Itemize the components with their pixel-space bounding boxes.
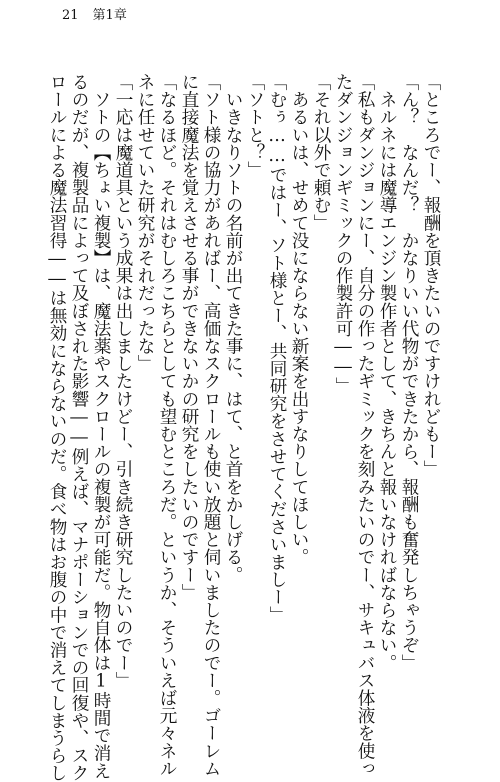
text-line: たダンジョンギミックの作製許可――」 (333, 73, 353, 395)
text-line: 「一応は魔道具という成果は出しましたけどー、引き続き研究したいのでー」 (113, 73, 133, 689)
text-line: ロールによる魔法習得――は無効にならないのだ。食べ物はお腹の中で消えてしまうらし (47, 73, 67, 782)
text-line: ネに任せていた研究がそれだったな」 (135, 73, 155, 373)
text-line: 「なるほど。それはむしろこちらとしても望むところだ。というか、そういえば元々ネル (157, 73, 177, 777)
text-line: ネルネには魔導エンジン製作者として、きちんと報いなければならない。 (377, 73, 397, 672)
text-line: いきなりソトの名前が出てきた事に、はて、と首をかしげる。 (223, 73, 243, 584)
text-line: 「むぅ……ではー、ソト様とー、共同研究をさせてくださいましー」 (267, 73, 287, 624)
text-line: 「ソトと？」 (245, 73, 265, 179)
text-line: 「それ以外で頼む」 (311, 73, 331, 232)
text-line: ソトの【ちょい複製】は、魔法薬やスクロールの複製が可能だ。物自体は1時間で消え (91, 73, 111, 780)
chapter-title: 第1章 (92, 8, 127, 23)
text-line: るのだが、複製品によって及ぼされた影響――例えば、マナポーションでの回復や、スク (69, 73, 89, 782)
text-line: あるいは、せめて没にならない新案を出すなりしてほしい。 (289, 73, 309, 566)
text-line: 「ソト様の協力があればー、高価なスクロールも使い放題と伺いましたのでー。ゴーレム (201, 73, 221, 777)
text-line: 「私もダンジョンにー、自分の作ったギミックを刻みたいのでー、サキュバス体液を使っ (355, 73, 375, 777)
text-line: 「ところでー、報酬を頂きたいのですけれどもー」 (421, 73, 441, 478)
vertical-text-body (47, 73, 441, 782)
text-line: に直接魔法を覚えさせる事ができないかの研究をしたいのですー」 (179, 73, 199, 601)
text-line: 「ん？ なんだ？ かなりいい代物ができたから、報酬も奮発しちゃうぞ」 (399, 73, 419, 672)
page-number: 21 (62, 8, 79, 23)
page-header (62, 8, 127, 24)
